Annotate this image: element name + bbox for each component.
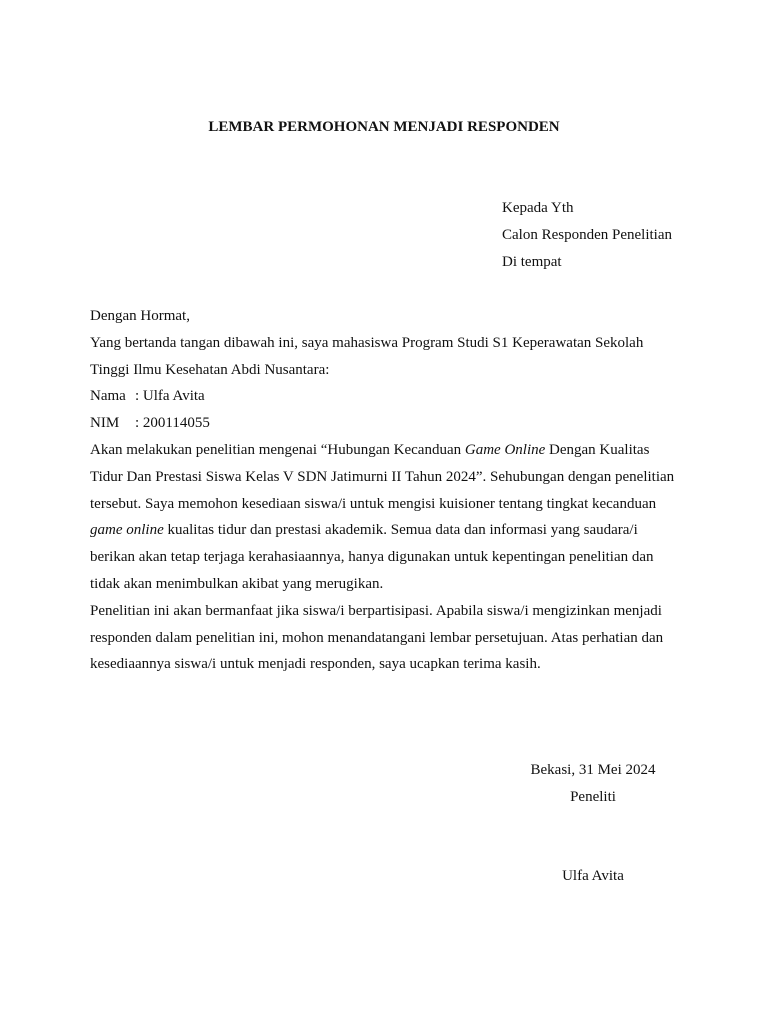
research-paragraph xyxy=(90,437,680,598)
addressee-line-1: Kepada Yth xyxy=(502,200,574,216)
research-text-part-2: Dengan Kualitas Tidur Dan Prestasi Siswa Kelas V SDN Jatimurni II Tahun 2024”. Sehubungan dengan penelitian tersebut. Saya memohon kesediaan siswa/i untuk mengisi kuisioner tentang tingkat kecanduan xyxy=(90,441,675,512)
name-row xyxy=(90,383,680,410)
letter-body xyxy=(90,303,680,678)
research-text-part-3: kualitas tidur dan prestasi akademik. Semua data dan informasi yang saudara/i berikan akan tetap terjaga kerahasiaannya, hanya digunakan untuk kepentingan penelitian dan tidak akan menimbulkan akibat yang merugikan. xyxy=(90,522,654,592)
salutation: Dengan Hormat, xyxy=(90,308,190,324)
closing-paragraph: Penelitian ini akan bermanfaat jika siswa/i berpartisipasi. Apabila siswa/i mengizinkan menjadi responden dalam penelitian ini, mohon menandatangani lembar persetujuan. Atas perhatian dan kesediaannya siswa/i untuk menjadi responden, saya ucapkan terima kasih. xyxy=(90,602,664,673)
name-value: : Ulfa Avita xyxy=(135,388,205,405)
nim-row xyxy=(90,410,680,437)
signature-place-date: Bekasi, 31 Mei 2024 xyxy=(530,762,656,778)
document-title: LEMBAR PERMOHONAN MENJADI RESPONDEN xyxy=(208,119,560,135)
addressee-line-2: Calon Responden Penelitian xyxy=(502,227,672,243)
signature-role: Peneliti xyxy=(570,789,616,805)
nim-value: : 200114055 xyxy=(135,415,210,432)
name-label: Nama xyxy=(90,388,126,405)
intro-paragraph: Yang bertanda tangan dibawah ini, saya mahasiswa Program Studi S1 Keperawatan Sekolah Tinggi Ilmu Kesehatan Abdi Nusantara: xyxy=(90,334,644,378)
research-emphasis-game-online: Game Online xyxy=(464,441,546,458)
nim-label: NIM xyxy=(90,415,120,432)
research-text-part-1: Akan melakukan penelitian mengenai “Hubungan Kecanduan xyxy=(90,441,465,458)
research-emphasis-game-online-2: game online xyxy=(90,522,164,539)
addressee-line-3: Di tempat xyxy=(502,254,562,270)
signature-name: Ulfa Avita xyxy=(562,868,624,884)
